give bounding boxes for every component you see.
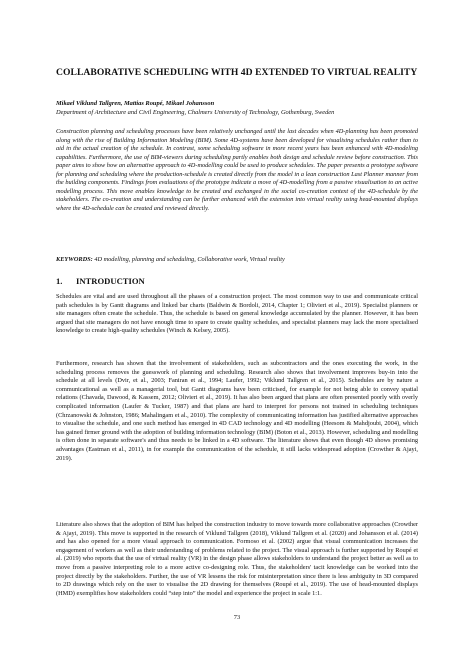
body-paragraph: Literature also shows that the adoption of BIM has helped the construction industry to move towards more collaborative approaches (Crowther & Ajayi, 2019). This move is supported in the research of Viklund Tallgren (2018), Viklund Tallgren et al. (2020) and Johansson et al. (2014) and has also opened for a more visual approach to communication. Formoso et al. (2002) argue that visual communication increases the engagement of workers as well as their understanding of problems related to the project. The visual approach is further supported by Roupé et al. (2019) who reports that the use of virtual reality (VR) in the design phase allows stakeholders to understand the project better as well as to move from a passive interpreting role to a more active co-designing role. Thus, the stakeholders' tacit knowledge can be worked into the project directly by the stakeholders. Further, the use of VR lessens the risk for misinterpretation since there is less ambiguity in 3D compared to 2D drawings which rely on the user to visualise the 2D drawing for themselves (Roupé et al., 2019). The use of head-mounted displays (HMD) exemplifies how stakeholders could “step into” the model and experience the project in scale 1:1. — [56, 521, 418, 597]
paper-title: COLLABORATIVE SCHEDULING WITH 4D EXTENDED TO VIRTUAL REALITY — [56, 67, 418, 78]
keywords-text: 4D modelling, planning and scheduling, Collaborative work, Virtual reality — [94, 256, 285, 263]
section-title: INTRODUCTION — [76, 276, 145, 286]
page-number: 73 — [233, 614, 241, 621]
author-affiliation: Department of Architecture and Civil Engineering, Chalmers University of Technology, Gothenburg, Sweden — [56, 109, 335, 116]
section-number: 1. — [56, 276, 63, 286]
body-paragraph: Schedules are vital and are used throughout all the phases of a construction project. The most common way to use and communicate critical path schedules is by Gantt diagrams and linked bar charts (Baldwin & Bordoli, 2014, Chapter 1; Olivieri et al., 2019). Specialist planners or site managers often create the schedule. Thus, the schedule is based on general knowledge accumulated by the planner. However, it has been argued that site managers do not have enough time to spare to create quality schedules, and specialist planners may lack the more specialised knowledge to create high-quality schedules (Winch & Kelsey, 2005). — [56, 293, 418, 335]
abstract: Construction planning and scheduling processes have been relatively unchanged until the last decades when 4D-planning has been promoted along with the rise of Building Information Modeling (BIM). Some 4D-systems have been developed for visualising schedules rather than to aid in the actual creation of the schedule. In contrast, some scheduling software in more recent years has been enhanced with 4D-modeling capabilities. Furthermore, the use of BIM-viewers during scheduling partly enables both design and schedule review before construction. This paper aims to show how an alternative approach to 4D-modelling could be used to produce schedules. The paper presents a prototype software for planning and scheduling where the production-schedule is created directly from the model in a lean construction Last Planner manner from the building components. Findings from evaluations of the prototype indicate a move of 4D-modelling from a passive visualisation to an active modelling process. This move enables knowledge to be created and exchanged in the social co-creation context of the 4D-schedule by the stakeholders. The co-creation and understanding can be further enhanced with the extension into virtual reality using head-mounted displays where the 4D-schedule can be created and reviewed directly. — [56, 128, 418, 212]
paper-page — [56, 0, 418, 670]
keywords — [56, 256, 418, 264]
author-list: Mikael Viklund Tallgren, Mattias Roupé, Mikael Johansson — [56, 100, 215, 107]
keywords-label: KEYWORDS: — [56, 256, 93, 263]
section-heading — [56, 276, 418, 286]
body-paragraph: Furthermore, research has shown that the involvement of stakeholders, such as subcontractors and the ones executing the work, in the scheduling process removes the guesswork of planning and scheduling. Research also shows that involvement improves buy-in into the schedule at all levels (Dvir, et al., 2003; Faniran et al., 1994; Laufer, 1992; Viklund Tallgren et al., 2015). Schedules are by nature a communicational as well as a managerial tool, but Gantt diagrams have been criticised, for example for not being able to convey spatial relations (Chavada, Dawood, & Kassem, 2012; Olivieri et al., 2019). It has also been argued that plans are often presented poorly with overly complicated information (Laufer & Tucker, 1987) and that plans are hard to interpret for persons not trained in scheduling techniques (Chrzanowski & Johnston, 1986; Mahalingam et al., 2010). The complexity of communicating information has justified alternative approaches to visualise the schedule, and one such method has emerged in 4D CAD technology and 4D modelling (Heesom & Mahdjoubi, 2004), which has gained firmer ground with the adoption of building information technology (BIM) (Boton et al., 2013). However, scheduling and modelling is often done in separate software's and thus needs to be linked in a 4D software. The literature shows that even though 4D shows promising advantages (Eastman et al., 2011), in for example the communication of the schedule, it still lacks widespread adoption (Crowther & Ajayi, 2019). — [56, 360, 418, 462]
